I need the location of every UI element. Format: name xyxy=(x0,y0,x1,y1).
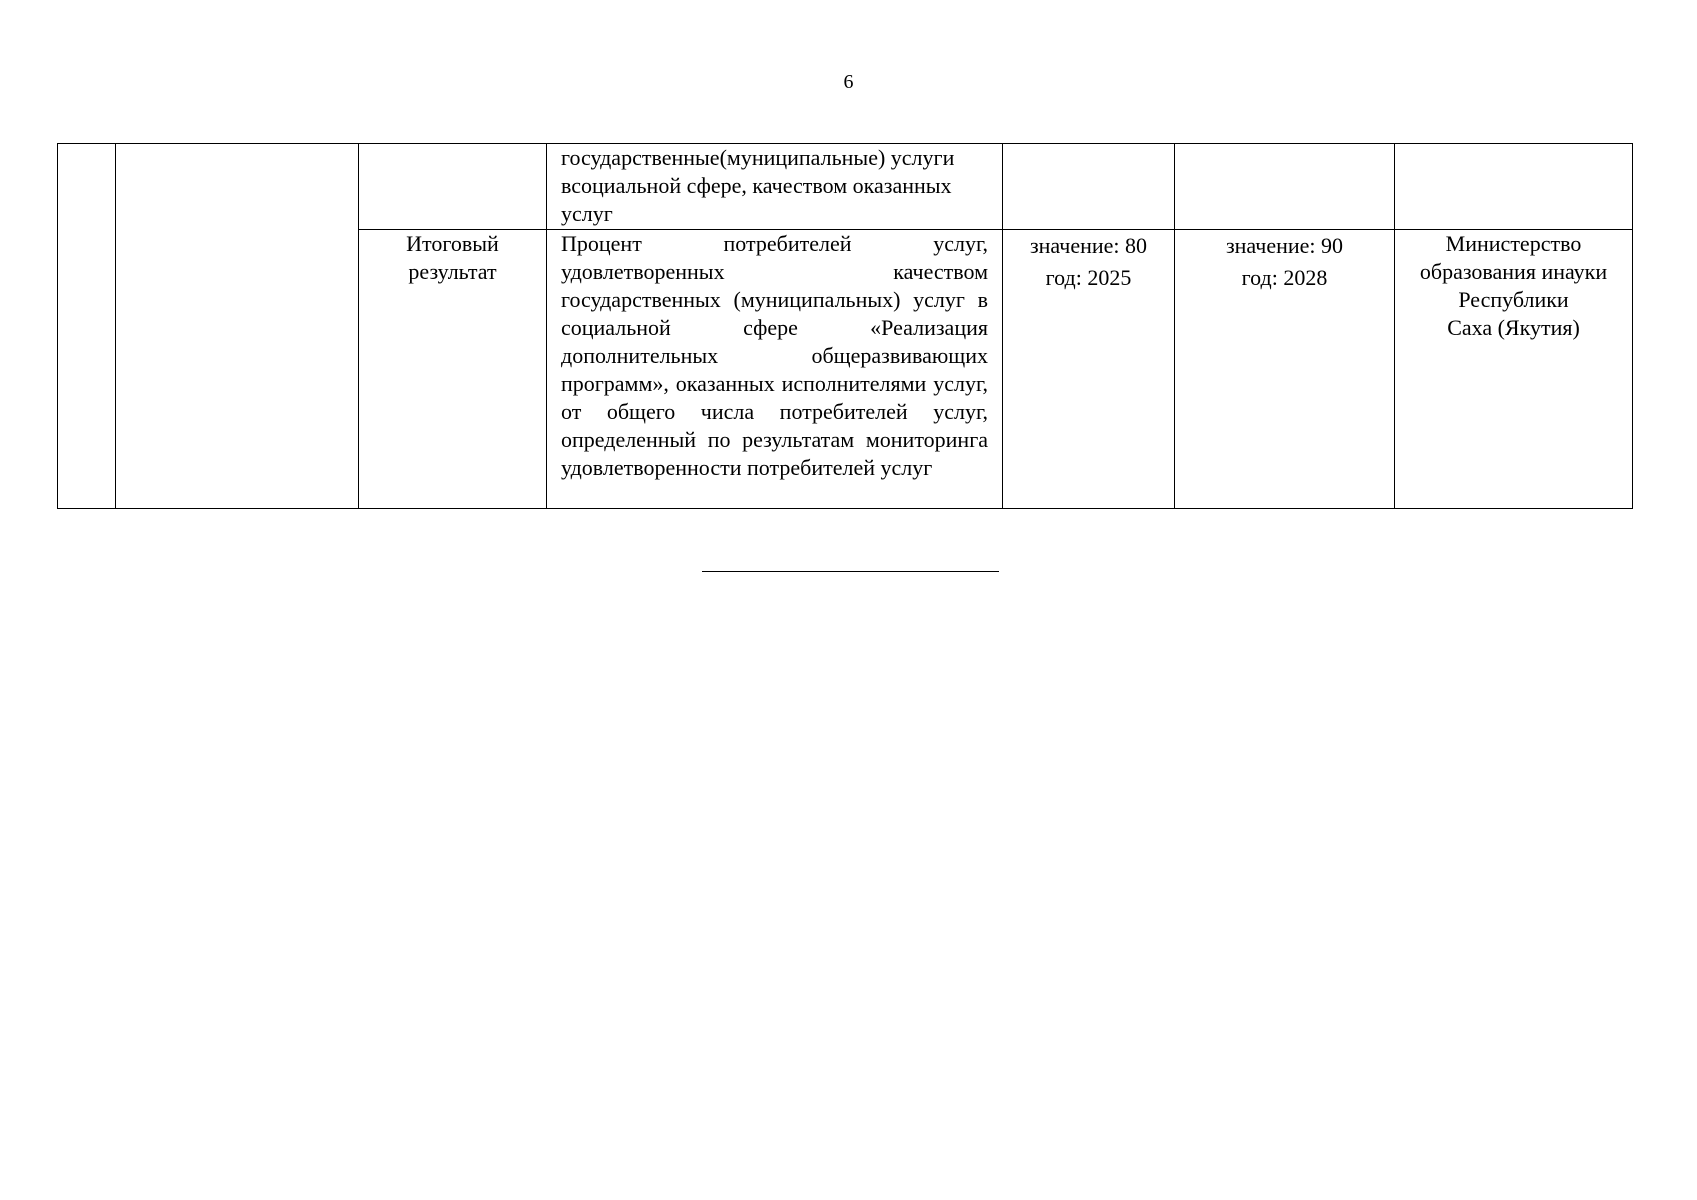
responsible-cell xyxy=(1395,230,1633,509)
target-year-label: год: 2028 xyxy=(1241,265,1328,290)
result-type-label: Итоговый xyxy=(406,231,499,256)
indicator-cell-continued xyxy=(547,144,1003,230)
responsible-line: образования инауки xyxy=(1419,259,1608,284)
goal-cell xyxy=(116,144,359,509)
responsible-cell-empty xyxy=(1395,144,1633,230)
responsible-line: Республики xyxy=(1458,287,1569,312)
indicator-line: услуг xyxy=(561,201,613,226)
number-cell xyxy=(58,144,116,509)
base-value-label: значение: 80 xyxy=(1029,233,1148,258)
indicator-cell: Процент потребителей услуг, удовлетворенных качеством государственных (муниципальных) услуг в социальной сфере «Реализация дополнительных общеразвивающих программ», оказанных исполнителями услуг, от общего числа потребителей услуг, определенный по результатам мониторинга удовлетворенности потребителей услуг xyxy=(547,230,1003,509)
base-year-label: год: 2025 xyxy=(1045,265,1132,290)
table-row xyxy=(58,144,1633,230)
responsible-line: Саха (Якутия) xyxy=(1447,315,1580,340)
indicators-table xyxy=(57,143,1633,509)
base-value-cell-empty xyxy=(1003,144,1175,230)
result-type-label: результат xyxy=(408,259,497,284)
responsible-line: Министерство xyxy=(1445,231,1582,256)
type-cell-empty xyxy=(359,144,547,230)
base-value-cell xyxy=(1003,230,1175,509)
target-value-cell xyxy=(1175,230,1395,509)
indicator-line: всоциальной сфере, качеством оказанных xyxy=(561,173,952,198)
indicator-line: государственные(муниципальные) услуги xyxy=(561,145,955,170)
footer-divider xyxy=(702,571,999,572)
page-number: 6 xyxy=(843,71,854,93)
target-value-label: значение: 90 xyxy=(1225,233,1344,258)
target-value-cell-empty xyxy=(1175,144,1395,230)
result-type-cell xyxy=(359,230,547,509)
